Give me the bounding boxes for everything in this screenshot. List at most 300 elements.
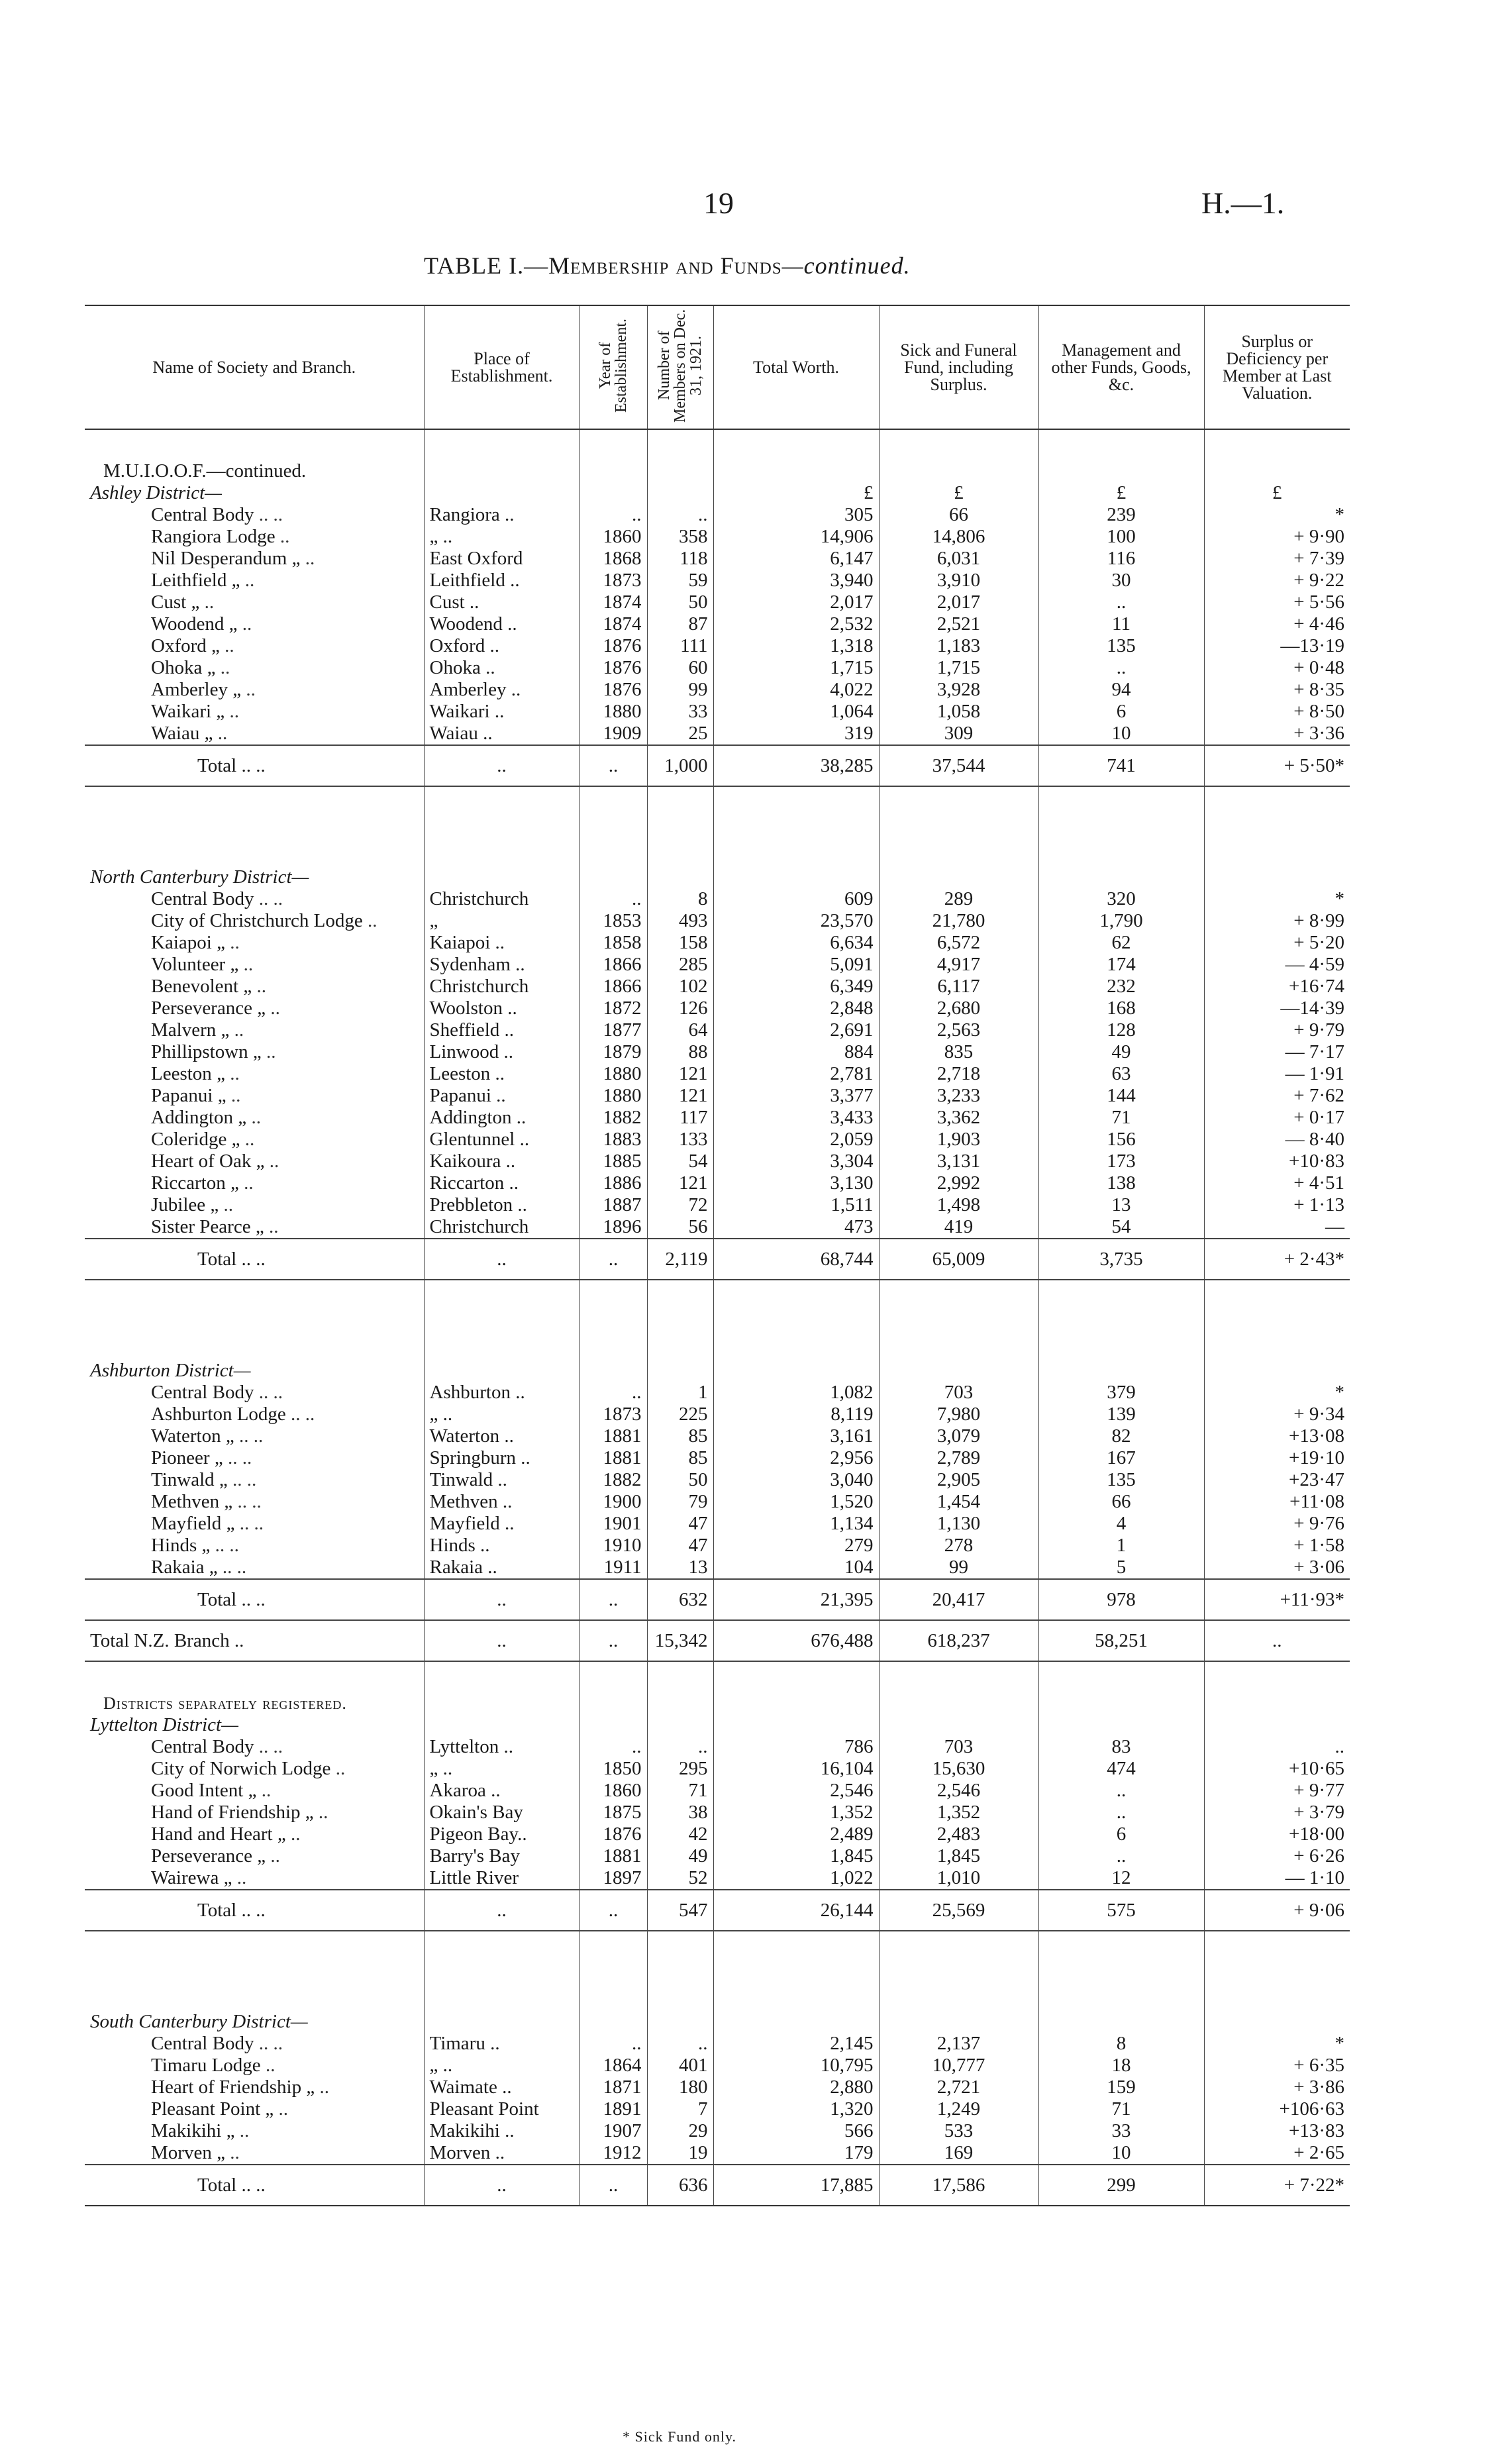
empty-cell (85, 786, 424, 866)
surplus-cell: +19·10 (1204, 1447, 1350, 1469)
empty-cell (579, 1661, 647, 1692)
surplus-cell: — 1·91 (1204, 1063, 1350, 1085)
empty-cell (579, 429, 647, 460)
mgmt-cell: 239 (1038, 504, 1204, 526)
separate-heading: Districts separately registered. (103, 1694, 347, 1713)
place-cell: Riccarton .. (424, 1172, 579, 1194)
place-cell: Oxford .. (424, 635, 579, 657)
currency-symbol (1204, 1360, 1350, 1382)
branch-suffix: „ (257, 1845, 266, 1867)
nz-total-label-cell: Total N.Z. Branch .. (85, 1620, 424, 1661)
table-row (85, 1557, 1350, 1579)
branch-name-cell (85, 1469, 424, 1491)
branch-name-cell (85, 1780, 424, 1802)
year-cell: 1883 (579, 1129, 647, 1151)
branch-suffix: „ (248, 1780, 257, 1801)
branch-name-cell (85, 976, 424, 998)
members-header-text: Number of Members on Dec. 31, 1921. (656, 309, 705, 423)
leader-dots: .. (229, 701, 239, 722)
sick-fund-cell: 2,721 (879, 2077, 1038, 2098)
total-sick-cell: 65,009 (879, 1239, 1038, 1280)
empty-cell (647, 1692, 713, 1714)
members-cell: 54 (647, 1151, 713, 1172)
table-row (85, 1758, 1350, 1780)
branch-name: Heart of Oak (151, 1151, 252, 1172)
currency-symbol (879, 1714, 1038, 1736)
empty-cell (647, 1661, 713, 1692)
branch-name: Benevolent (151, 976, 239, 997)
surplus-cell: + 9·34 (1204, 1404, 1350, 1425)
branch-suffix: „ (230, 954, 239, 975)
leader-dots: .. (279, 526, 290, 547)
branch-suffix: „ (231, 1129, 240, 1150)
place-cell: Cust .. (424, 591, 579, 613)
year-cell: .. (579, 2033, 647, 2055)
surplus-cell: + 0·17 (1204, 1107, 1350, 1129)
table-row (85, 1216, 1350, 1239)
surplus-cell: — 4·59 (1204, 954, 1350, 976)
leader-dots: .. (335, 1758, 346, 1779)
sick-fund-cell: 1,010 (879, 1867, 1038, 1890)
col-header-surplus: Surplus or Deficiency per Member at Last Valuation. (1204, 305, 1350, 429)
leader-dots: .. (318, 1802, 328, 1823)
sick-fund-cell: 1,130 (879, 1513, 1038, 1535)
header-row (85, 305, 1350, 429)
mgmt-cell: .. (1038, 591, 1204, 613)
branch-suffix: „ (210, 1194, 219, 1215)
title-prefix: TABLE I.— (424, 252, 549, 279)
empty-cell (713, 1661, 879, 1692)
empty-cell (1038, 1280, 1204, 1360)
surplus-cell: + 7·62 (1204, 1085, 1350, 1107)
leader-dots: .. (319, 2077, 329, 2098)
currency-symbol (1038, 2011, 1204, 2033)
surplus-cell: + 3·79 (1204, 1802, 1350, 1823)
leader-dots: .. (225, 635, 234, 656)
table-row (85, 1736, 1350, 1758)
surplus-cell: + 6·35 (1204, 2055, 1350, 2077)
empty-cell (424, 1661, 579, 1692)
worth-cell: 5,091 (713, 954, 879, 976)
sick-fund-cell: 2,017 (879, 591, 1038, 613)
place-cell: Woolston .. (424, 998, 579, 1019)
leader-dots: .. (266, 1041, 276, 1062)
worth-cell: 2,532 (713, 613, 879, 635)
table-row (85, 548, 1350, 570)
total-mgmt-cell: 299 (1038, 2165, 1204, 2206)
currency-symbol (1204, 1714, 1350, 1736)
place-cell: Akaroa .. (424, 1780, 579, 1802)
empty-cell (1038, 460, 1204, 482)
mgmt-cell: 49 (1038, 1041, 1204, 1063)
sick-fund-cell: 1,352 (879, 1802, 1038, 1823)
empty-cell (424, 1280, 579, 1360)
members-cell: 111 (647, 635, 713, 657)
place-cell: Ashburton .. (424, 1382, 579, 1404)
mgmt-cell: 128 (1038, 1019, 1204, 1041)
surplus-cell: — 8·40 (1204, 1129, 1350, 1151)
sick-fund-cell: 6,572 (879, 932, 1038, 954)
total-label: Total (197, 754, 237, 776)
sick-fund-cell: 3,928 (879, 679, 1038, 701)
leader-dots: .. (269, 1151, 279, 1172)
year-cell: .. (579, 1382, 647, 1404)
place-cell: „ .. (424, 526, 579, 548)
members-cell: 180 (647, 2077, 713, 2098)
branch-name-cell (85, 1404, 424, 1425)
place-cell: Pleasant Point (424, 2098, 579, 2120)
district-heading: South Canterbury District— (90, 2011, 308, 2032)
year-cell: 1858 (579, 932, 647, 954)
members-cell: 56 (647, 1216, 713, 1239)
surplus-cell: + 7·39 (1204, 548, 1350, 570)
place-cell: Mayfield .. (424, 1513, 579, 1535)
leader-dots: .. (230, 1085, 241, 1106)
year-cell: 1876 (579, 657, 647, 679)
branch-name-cell (85, 591, 424, 613)
worth-cell: 3,130 (713, 1172, 879, 1194)
leader-dots: .. (244, 1172, 254, 1194)
total-place-cell: .. (424, 2165, 579, 2206)
year-cell: 1881 (579, 1845, 647, 1867)
total-members-cell: 547 (647, 1890, 713, 1931)
place-cell: Pigeon Bay.. (424, 1823, 579, 1845)
members-cell: 47 (647, 1513, 713, 1535)
leader-dots: .. (220, 657, 230, 678)
sick-fund-cell: 2,992 (879, 1172, 1038, 1194)
branch-name-cell (85, 1823, 424, 1845)
members-cell: 8 (647, 888, 713, 910)
branch-name-cell (85, 504, 424, 526)
currency-symbol: £ (1204, 482, 1350, 504)
branch-name: Leeston (151, 1063, 212, 1084)
leader-dots: .. (305, 548, 315, 569)
year-cell: 1873 (579, 1404, 647, 1425)
branch-name-cell (85, 1758, 424, 1780)
branch-name-cell (85, 2033, 424, 2055)
sick-fund-cell: 419 (879, 1216, 1038, 1239)
table-row (85, 2077, 1350, 2098)
surplus-cell: + 9·77 (1204, 1780, 1350, 1802)
worth-cell: 3,377 (713, 1085, 879, 1107)
sick-fund-cell: 3,910 (879, 570, 1038, 591)
total-label-cell: Total .. .. (85, 2165, 424, 2206)
place-cell: Waiau .. (424, 723, 579, 745)
empty-cell (579, 1692, 647, 1714)
total-row (85, 745, 1350, 786)
members-cell: 358 (647, 526, 713, 548)
total-sick-cell: 17,586 (879, 2165, 1038, 2206)
surplus-cell: + 6·26 (1204, 1845, 1350, 1867)
worth-cell: 2,059 (713, 1129, 879, 1151)
branch-name: Pioneer (151, 1447, 210, 1468)
place-cell: Leithfield .. (424, 570, 579, 591)
sick-fund-cell: 289 (879, 888, 1038, 910)
leader-dots: .. (256, 976, 266, 997)
branch-suffix: „ (305, 1802, 314, 1823)
branch-name-cell (85, 998, 424, 1019)
district-heading-row (85, 482, 1350, 504)
place-cell: Papanui .. (424, 1085, 579, 1107)
branch-name: Hand of Friendship (151, 1802, 301, 1823)
empty-cell (579, 866, 647, 888)
spacer-row (85, 1931, 1350, 2011)
mgmt-cell: 94 (1038, 679, 1204, 701)
mgmt-cell: 33 (1038, 2120, 1204, 2142)
year-cell: .. (579, 1736, 647, 1758)
district-heading-row (85, 1714, 1350, 1736)
worth-cell: 1,511 (713, 1194, 879, 1216)
members-cell: 38 (647, 1802, 713, 1823)
sick-fund-cell: 1,498 (879, 1194, 1038, 1216)
year-cell: 1880 (579, 1085, 647, 1107)
branch-name-cell (85, 1151, 424, 1172)
branch-name: Central Body (151, 2033, 254, 2054)
year-cell: 1860 (579, 526, 647, 548)
worth-cell: 2,956 (713, 1447, 879, 1469)
branch-name-cell (85, 657, 424, 679)
sick-fund-cell: 2,905 (879, 1469, 1038, 1491)
year-cell: 1881 (579, 1425, 647, 1447)
surplus-cell: .. (1204, 1736, 1350, 1758)
year-cell: 1864 (579, 2055, 647, 2077)
place-cell: Woodend .. (424, 613, 579, 635)
members-cell: 102 (647, 976, 713, 998)
currency-symbol (713, 1714, 879, 1736)
place-cell: Okain's Bay (424, 1802, 579, 1823)
table-row (85, 1151, 1350, 1172)
branch-suffix: „ (256, 1151, 265, 1172)
worth-cell: 6,147 (713, 548, 879, 570)
surplus-cell: * (1204, 1382, 1350, 1404)
place-cell: Linwood .. (424, 1041, 579, 1063)
col-header-sick: Sick and Funeral Fund, including Surplus. (879, 305, 1038, 429)
empty-cell (647, 786, 713, 866)
currency-symbol: £ (713, 482, 879, 504)
mgmt-cell: 11 (1038, 613, 1204, 635)
worth-cell: 2,017 (713, 591, 879, 613)
surplus-cell: +10·65 (1204, 1758, 1350, 1780)
leader-dots: .. (270, 998, 280, 1019)
table-row (85, 723, 1350, 745)
branch-name: Pleasant Point (151, 2098, 261, 2120)
year-cell: 1909 (579, 723, 647, 745)
table-row (85, 1107, 1350, 1129)
leader-dots: .. .. (237, 1491, 262, 1512)
total-members-cell: 632 (647, 1579, 713, 1620)
table-row (85, 1491, 1350, 1513)
members-cell: 121 (647, 1063, 713, 1085)
total-surplus-cell: + 9·06 (1204, 1890, 1350, 1931)
surplus-cell: +16·74 (1204, 976, 1350, 998)
worth-cell: 2,489 (713, 1823, 879, 1845)
year-cell: 1860 (579, 1780, 647, 1802)
table-row (85, 1129, 1350, 1151)
leader-dots: .. .. (258, 1382, 283, 1403)
mgmt-cell: 66 (1038, 1491, 1204, 1513)
branch-name: Papanui (151, 1085, 213, 1106)
currency-symbol: £ (1038, 482, 1204, 504)
table-row (85, 657, 1350, 679)
empty-cell (879, 1931, 1038, 2011)
empty-cell (647, 1280, 713, 1360)
mgmt-cell: 116 (1038, 548, 1204, 570)
empty-cell (879, 1692, 1038, 1714)
members-cell: 59 (647, 570, 713, 591)
district-heading: Ashburton District— (90, 1360, 251, 1381)
total-label-cell: Total .. .. (85, 1239, 424, 1280)
branch-suffix: Lodge (211, 2055, 261, 2076)
branch-name: Hinds (151, 1535, 197, 1556)
table-row (85, 2033, 1350, 2055)
table-row (85, 1802, 1350, 1823)
branch-name-cell (85, 1194, 424, 1216)
mgmt-cell: 6 (1038, 701, 1204, 723)
branch-suffix: „ (217, 1085, 226, 1106)
members-cell: .. (647, 1736, 713, 1758)
branch-name-cell (85, 1447, 424, 1469)
empty-cell (713, 1692, 879, 1714)
place-cell: Sheffield .. (424, 1019, 579, 1041)
empty-cell (85, 429, 424, 460)
year-cell: 1882 (579, 1107, 647, 1129)
branch-name-cell (85, 613, 424, 635)
mgmt-cell: 6 (1038, 1823, 1204, 1845)
empty-cell (424, 1692, 579, 1714)
members-cell: 50 (647, 1469, 713, 1491)
nz-total-year: .. (579, 1620, 647, 1661)
members-cell: 493 (647, 910, 713, 932)
sick-fund-cell: 1,715 (879, 657, 1038, 679)
mgmt-cell: 1 (1038, 1535, 1204, 1557)
place-cell: Morven .. (424, 2142, 579, 2165)
empty-cell (579, 786, 647, 866)
sick-fund-cell: 4,917 (879, 954, 1038, 976)
branch-name-cell (85, 526, 424, 548)
table-row (85, 591, 1350, 613)
table-row (85, 2055, 1350, 2077)
total-mgmt-cell: 575 (1038, 1890, 1204, 1931)
worth-cell: 1,134 (713, 1513, 879, 1535)
worth-cell: 1,520 (713, 1491, 879, 1513)
branch-name-cell (85, 1216, 424, 1239)
branch-suffix: „ (217, 1063, 225, 1084)
empty-cell (879, 1661, 1038, 1692)
empty-cell (879, 429, 1038, 460)
sick-fund-cell: 99 (879, 1557, 1038, 1579)
branch-name: Rangiora (151, 526, 222, 547)
place-cell: Tinwald .. (424, 1469, 579, 1491)
table-row (85, 1425, 1350, 1447)
table-row (85, 1447, 1350, 1469)
branch-suffix: „ (238, 1107, 247, 1128)
table-row (85, 998, 1350, 1019)
worth-cell: 3,161 (713, 1425, 879, 1447)
leader-dots: .. (368, 910, 377, 931)
place-cell: Barry's Bay (424, 1845, 579, 1867)
year-cell: 1866 (579, 954, 647, 976)
members-cell: 33 (647, 701, 713, 723)
currency-symbol (1204, 866, 1350, 888)
currency-symbol (879, 866, 1038, 888)
members-cell: 117 (647, 1107, 713, 1129)
mgmt-cell: 4 (1038, 1513, 1204, 1535)
branch-name: Good Intent (151, 1780, 244, 1801)
table-title (424, 252, 911, 280)
worth-cell: 566 (713, 2120, 879, 2142)
mgmt-cell: 10 (1038, 2142, 1204, 2165)
branch-suffix: „ (223, 1867, 232, 1888)
worth-cell: 3,940 (713, 570, 879, 591)
year-cell: 1873 (579, 570, 647, 591)
leader-dots: .. (268, 1216, 279, 1237)
members-cell: 133 (647, 1129, 713, 1151)
place-cell: Christchurch (424, 888, 579, 910)
mgmt-cell: 379 (1038, 1382, 1204, 1404)
surplus-cell: +10·83 (1204, 1151, 1350, 1172)
year-cell: 1882 (579, 1469, 647, 1491)
leader-dots: .. .. (238, 1425, 264, 1447)
branch-suffix: „ (255, 1216, 264, 1237)
mgmt-cell: .. (1038, 1845, 1204, 1867)
members-cell: 79 (647, 1491, 713, 1513)
branch-name: Central Body (151, 1382, 254, 1403)
mgmt-cell: 138 (1038, 1172, 1204, 1194)
total-mgmt-cell: 978 (1038, 1579, 1204, 1620)
table-row (85, 1172, 1350, 1194)
branch-suffix: „ (201, 1535, 211, 1556)
table-row (85, 1085, 1350, 1107)
surplus-cell: * (1204, 2033, 1350, 2055)
branch-suffix: „ (217, 2142, 225, 2163)
worth-cell: 4,022 (713, 679, 879, 701)
empty-cell (424, 1714, 579, 1736)
members-cell: 64 (647, 1019, 713, 1041)
branch-name: Riccarton (151, 1172, 226, 1194)
nz-total-place: .. (424, 1620, 579, 1661)
worth-cell: 3,433 (713, 1107, 879, 1129)
district-heading: North Canterbury District— (90, 866, 309, 888)
empty-cell (1204, 1931, 1350, 2011)
branch-name-cell (85, 954, 424, 976)
total-row (85, 1890, 1350, 1931)
table-row (85, 613, 1350, 635)
mgmt-cell: 71 (1038, 1107, 1204, 1129)
worth-cell: 2,781 (713, 1063, 879, 1085)
branch-suffix: „ (214, 1447, 223, 1468)
currency-symbol (713, 1360, 879, 1382)
empty-cell (647, 482, 713, 504)
sick-fund-cell: 2,718 (879, 1063, 1038, 1085)
nz-total-row (85, 1620, 1350, 1661)
branch-suffix: „ (265, 2098, 274, 2120)
branch-suffix: „ (226, 2120, 235, 2141)
branch-name: City of Christchurch Lodge (151, 910, 363, 931)
district-heading: Lyttelton District— (90, 1714, 238, 1735)
leader-dots: .. .. (291, 1404, 315, 1425)
branch-name: Perseverance (151, 1845, 252, 1867)
branch-name: Phillipstown (151, 1041, 248, 1062)
sick-fund-cell: 2,521 (879, 613, 1038, 635)
surplus-cell: + 8·50 (1204, 701, 1350, 723)
empty-cell (1038, 1661, 1204, 1692)
place-cell: Waterton .. (424, 1425, 579, 1447)
page-number: 19 (703, 186, 734, 220)
leader-dots: .. .. (258, 2033, 283, 2054)
place-cell: Rakaia .. (424, 1557, 579, 1579)
members-cell: 19 (647, 2142, 713, 2165)
sick-fund-cell: 15,630 (879, 1758, 1038, 1780)
